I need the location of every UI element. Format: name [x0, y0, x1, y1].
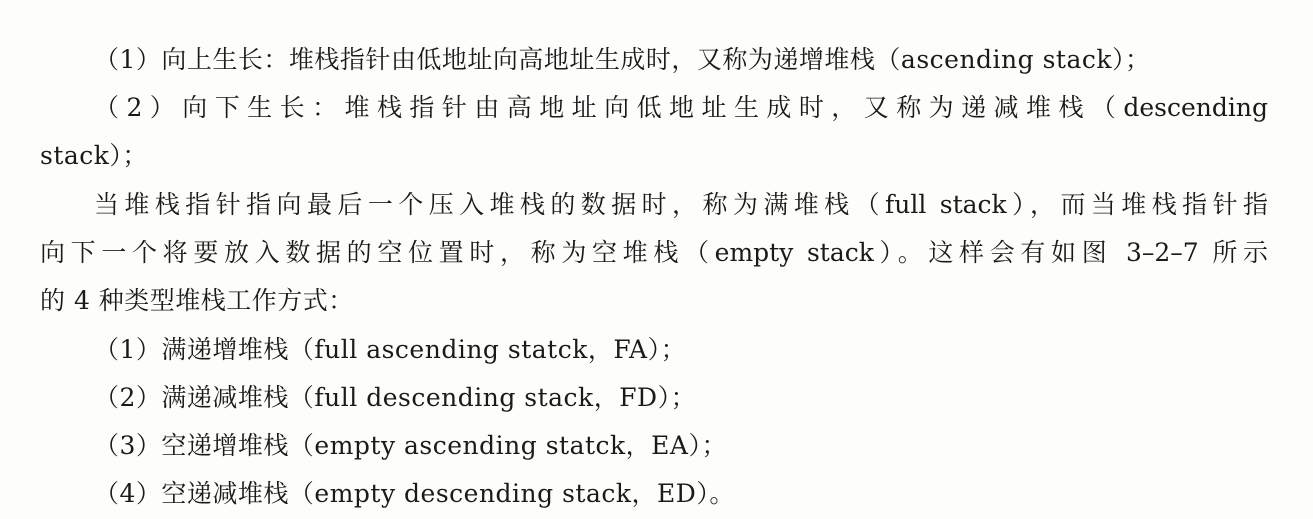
text-line-3: stack）；: [40, 141, 148, 170]
text-line-6: 的 4 种类型堆栈工作方式：: [40, 286, 354, 315]
text-line-4: 当堆栈指针指向最后一个压入堆栈的数据时，称为满堆栈（full stack），而当堆栈指针指: [94, 190, 1268, 219]
text-line-9: （3）空递增堆栈（empty ascending statck，EA）；: [94, 431, 727, 460]
text-line-2: （2）向下生长：堆栈指针由高地址向低地址生成时，又称为递减堆栈（descending: [94, 93, 1268, 122]
text-line-10: （4）空递减堆栈（empty descending stack，ED）。: [94, 479, 735, 508]
text-line-8: （2）满递减堆栈（full descending stack，FD）；: [94, 383, 697, 412]
text-line-5: 向下一个将要放入数据的空位置时，称为空堆栈（empty stack）。这样会有如图 3–2–7 所示: [40, 238, 1268, 267]
text-line-7: （1）满递增堆栈（full ascending statck，FA）；: [94, 335, 687, 364]
text-line-1: （1）向上生长：堆栈指针由低地址向高地址生成时，又称为递增堆栈（ascending stack）；: [94, 45, 1151, 74]
